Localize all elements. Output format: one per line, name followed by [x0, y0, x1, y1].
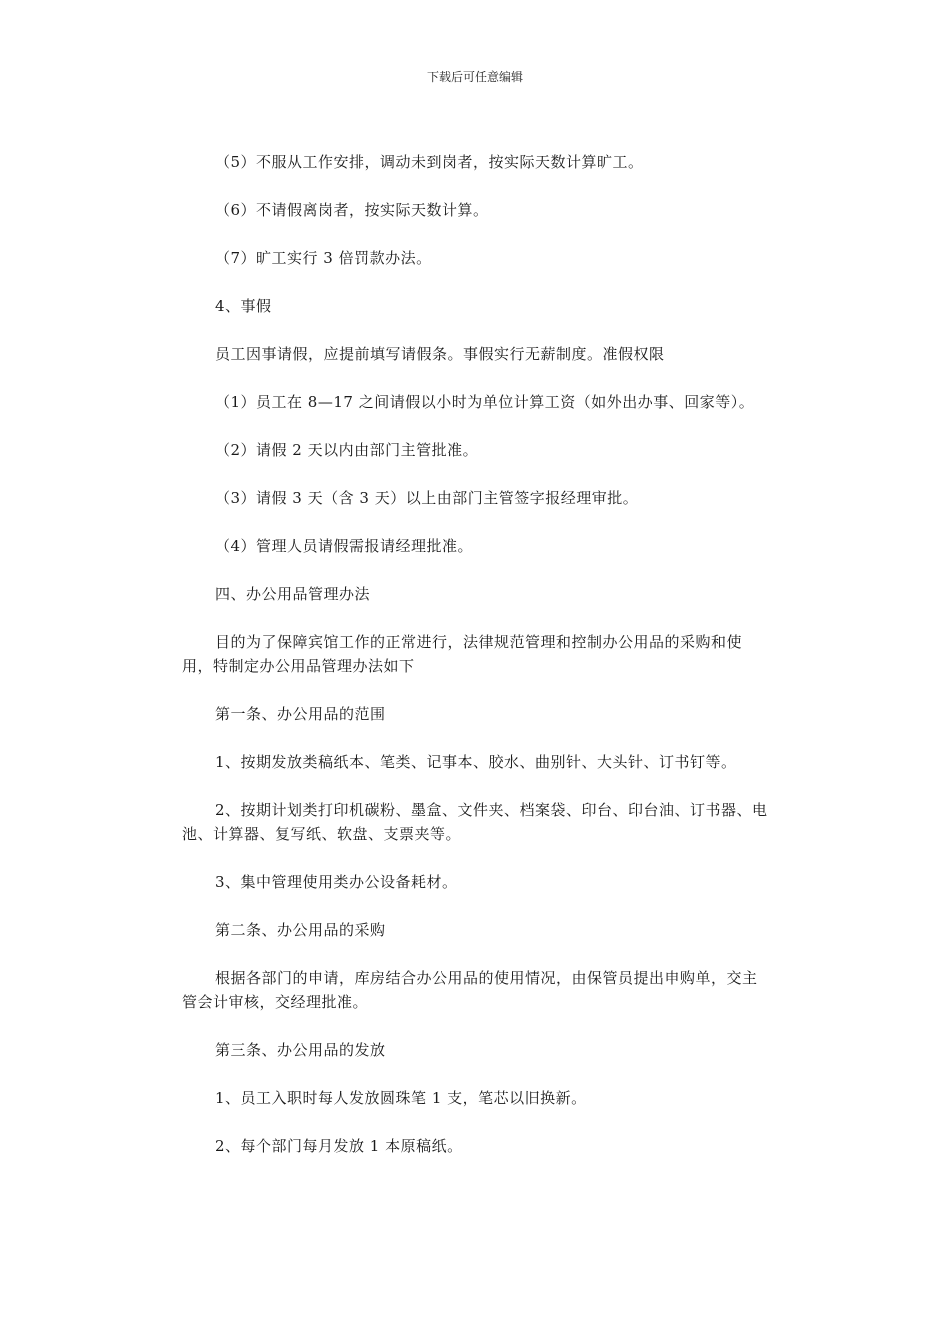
section-heading: 4、事假: [215, 297, 272, 315]
paragraph: 目的为了保障宾馆工作的正常进行，法律规范管理和控制办公用品的采购和使用，特制定办公用品管理办法如下: [182, 633, 743, 675]
paragraph: 1、员工入职时每人发放圆珠笔 1 支，笔芯以旧换新。: [215, 1089, 587, 1107]
page-header: 下载后可任意编辑: [426, 70, 523, 84]
section-heading: 四、办公用品管理办法: [215, 585, 371, 603]
article-heading: 第一条、办公用品的范围: [215, 705, 386, 723]
article-heading: 第二条、办公用品的采购: [215, 921, 386, 939]
paragraph: 2、每个部门每月发放 1 本原稿纸。: [215, 1137, 463, 1155]
paragraph: 1、按期发放类稿纸本、笔类、记事本、胶水、曲别针、大头针、订书钉等。: [215, 753, 737, 771]
paragraph: 根据各部门的申请，库房结合办公用品的使用情况，由保管员提出申购单，交主管会计审核，交经理批准。: [182, 969, 758, 1011]
paragraph: （6）不请假离岗者，按实际天数计算。: [215, 201, 489, 219]
paragraph: 2、按期计划类打印机碳粉、墨盒、文件夹、档案袋、印台、印台油、订书器、电池、计算器、复写纸、软盘、支票夹等。: [182, 801, 768, 843]
paragraph: 3、集中管理使用类办公设备耗材。: [215, 873, 458, 891]
document-body: [182, 150, 772, 1182]
article-heading: 第三条、办公用品的发放: [215, 1041, 386, 1059]
paragraph: 员工因事请假，应提前填写请假条。事假实行无薪制度。准假权限: [215, 345, 665, 363]
paragraph: （3）请假 3 天（含 3 天）以上由部门主管签字报经理审批。: [215, 489, 639, 507]
paragraph: （7）旷工实行 3 倍罚款办法。: [215, 249, 432, 267]
paragraph: （2）请假 2 天以内由部门主管批准。: [215, 441, 479, 459]
paragraph: （4）管理人员请假需报请经理批准。: [215, 537, 474, 555]
paragraph: （5）不服从工作安排，调动未到岗者，按实际天数计算旷工。: [215, 153, 644, 171]
paragraph: （1）员工在 8—17 之间请假以小时为单位计算工资（如外出办事、回家等）。: [215, 393, 755, 411]
